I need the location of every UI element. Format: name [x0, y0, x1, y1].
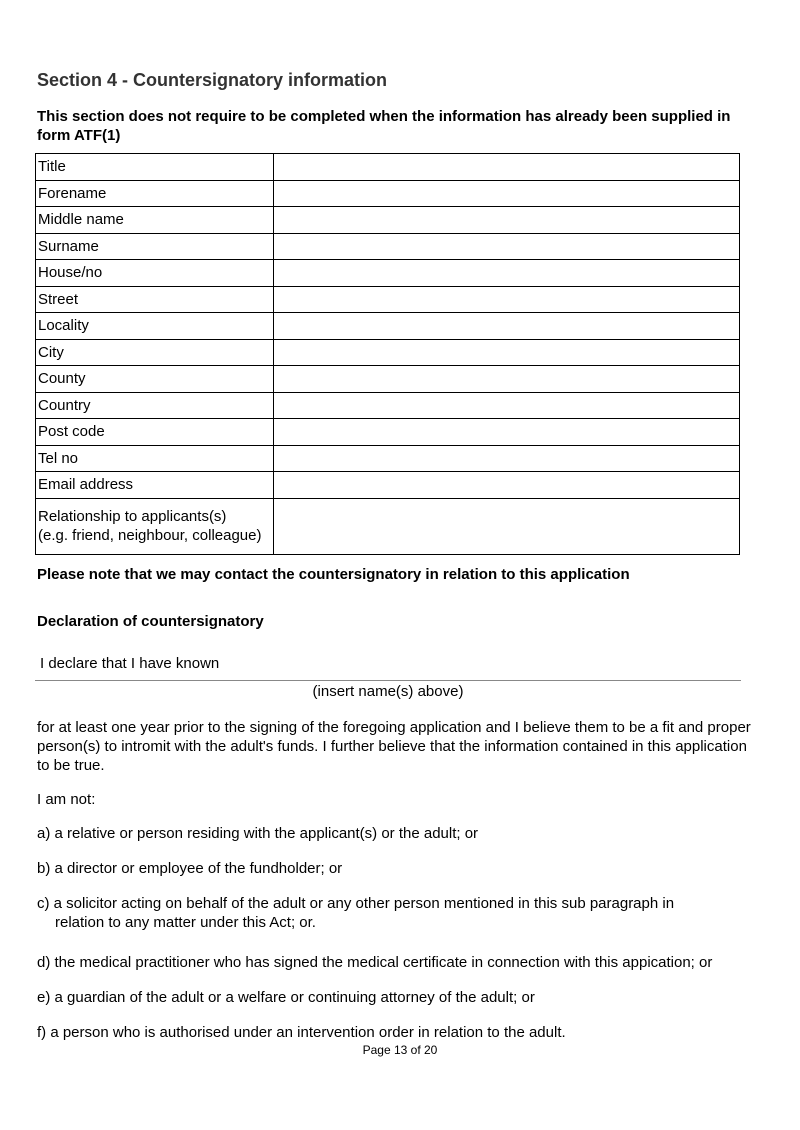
- form-field-label: [36, 207, 274, 234]
- form-field-label-text: Surname: [38, 237, 99, 255]
- form-field-label: [36, 286, 274, 313]
- not-heading: I am not:: [37, 791, 96, 808]
- form-row: [36, 366, 740, 393]
- form-field-input[interactable]: [274, 498, 740, 554]
- section-intro: This section does not require to be completed when the information has already been supplied in form ATF(1): [37, 108, 731, 144]
- form-row: [36, 472, 740, 499]
- condition-d: d) the medical practitioner who has signed the medical certificate in connection with this appication; or: [37, 954, 713, 971]
- form-field-label-text: Country: [38, 396, 91, 414]
- form-row: [36, 445, 740, 472]
- form-field-label-text: Relationship to applicants(s): [38, 508, 227, 525]
- form-field-input[interactable]: [274, 207, 740, 234]
- form-field-label: [36, 260, 274, 287]
- form-row: [36, 154, 740, 181]
- form-row: [36, 498, 740, 554]
- form-field-label-text: House/no: [38, 264, 103, 282]
- condition-c: [37, 894, 762, 932]
- form-field-label-text: Locality: [38, 317, 89, 335]
- form-field-label-text: Title: [38, 158, 66, 176]
- form-field-label-text: Tel no: [38, 449, 79, 467]
- form-field-label: [36, 233, 274, 260]
- condition-f: f) a person who is authorised under an intervention order in relation to the adult.: [37, 1024, 566, 1041]
- form-field-label-text: Email address: [38, 476, 134, 494]
- form-field-label-text: Middle name: [38, 211, 124, 229]
- form-field-input[interactable]: [274, 260, 740, 287]
- names-entry-line[interactable]: [35, 680, 741, 681]
- form-field-input[interactable]: [274, 445, 740, 472]
- form-field-label-hint: (e.g. friend, neighbour, colleague): [38, 527, 262, 544]
- form-field-label: [36, 498, 274, 554]
- form-row: [36, 392, 740, 419]
- page-number: Page 13 of 20: [362, 1043, 438, 1057]
- form-field-input[interactable]: [274, 233, 740, 260]
- form-field-label: [36, 366, 274, 393]
- form-field-input[interactable]: [274, 366, 740, 393]
- form-row: [36, 233, 740, 260]
- contact-note: Please note that we may contact the countersignatory in relation to this application: [37, 566, 630, 583]
- insert-names-hint: (insert name(s) above): [312, 683, 464, 700]
- form-row: [36, 180, 740, 207]
- condition-c-line2: relation to any matter under this Act; or.: [55, 914, 316, 931]
- condition-b: b) a director or employee of the fundholder; or: [37, 860, 343, 877]
- condition-c-line1: c) a solicitor acting on behalf of the adult or any other person mentioned in this sub paragraph in: [37, 895, 675, 912]
- form-field-label: [36, 339, 274, 366]
- declaration-paragraph: for at least one year prior to the signing of the foregoing application and I believe them to be a fit and proper person(s) to intromit with the adult's funds. I further believe that the information contained in this application to be true.: [37, 719, 751, 774]
- declaration-title: Declaration of countersignatory: [37, 613, 264, 630]
- form-field-input[interactable]: [274, 419, 740, 446]
- form-field-input[interactable]: [274, 180, 740, 207]
- form-row: [36, 313, 740, 340]
- form-field-label: [36, 419, 274, 446]
- condition-e: e) a guardian of the adult or a welfare or continuing attorney of the adult; or: [37, 989, 535, 1006]
- form-field-input[interactable]: [274, 392, 740, 419]
- countersignatory-form-table: [35, 153, 740, 555]
- form-field-input[interactable]: [274, 472, 740, 499]
- form-field-input[interactable]: [274, 286, 740, 313]
- condition-a: a) a relative or person residing with the applicant(s) or the adult; or: [37, 825, 479, 842]
- form-field-label: [36, 445, 274, 472]
- form-field-input[interactable]: [274, 313, 740, 340]
- form-row: [36, 207, 740, 234]
- form-field-input[interactable]: [274, 154, 740, 181]
- form-field-label-text: Street: [38, 290, 79, 308]
- form-row: [36, 286, 740, 313]
- form-field-label: [36, 472, 274, 499]
- form-field-label: [36, 180, 274, 207]
- form-row: [36, 339, 740, 366]
- form-field-label: [36, 392, 274, 419]
- form-field-label-text: City: [38, 343, 64, 361]
- section-title: Section 4 - Countersignatory information: [37, 70, 388, 90]
- form-row: [36, 419, 740, 446]
- declaration-known-line: I declare that I have known: [40, 655, 220, 672]
- form-field-label-text: County: [38, 370, 86, 388]
- form-field-label: [36, 154, 274, 181]
- form-field-label-text: Forename: [38, 184, 107, 202]
- form-field-label-text: Post code: [38, 423, 105, 441]
- form-field-input[interactable]: [274, 339, 740, 366]
- form-row: [36, 260, 740, 287]
- form-field-label: [36, 313, 274, 340]
